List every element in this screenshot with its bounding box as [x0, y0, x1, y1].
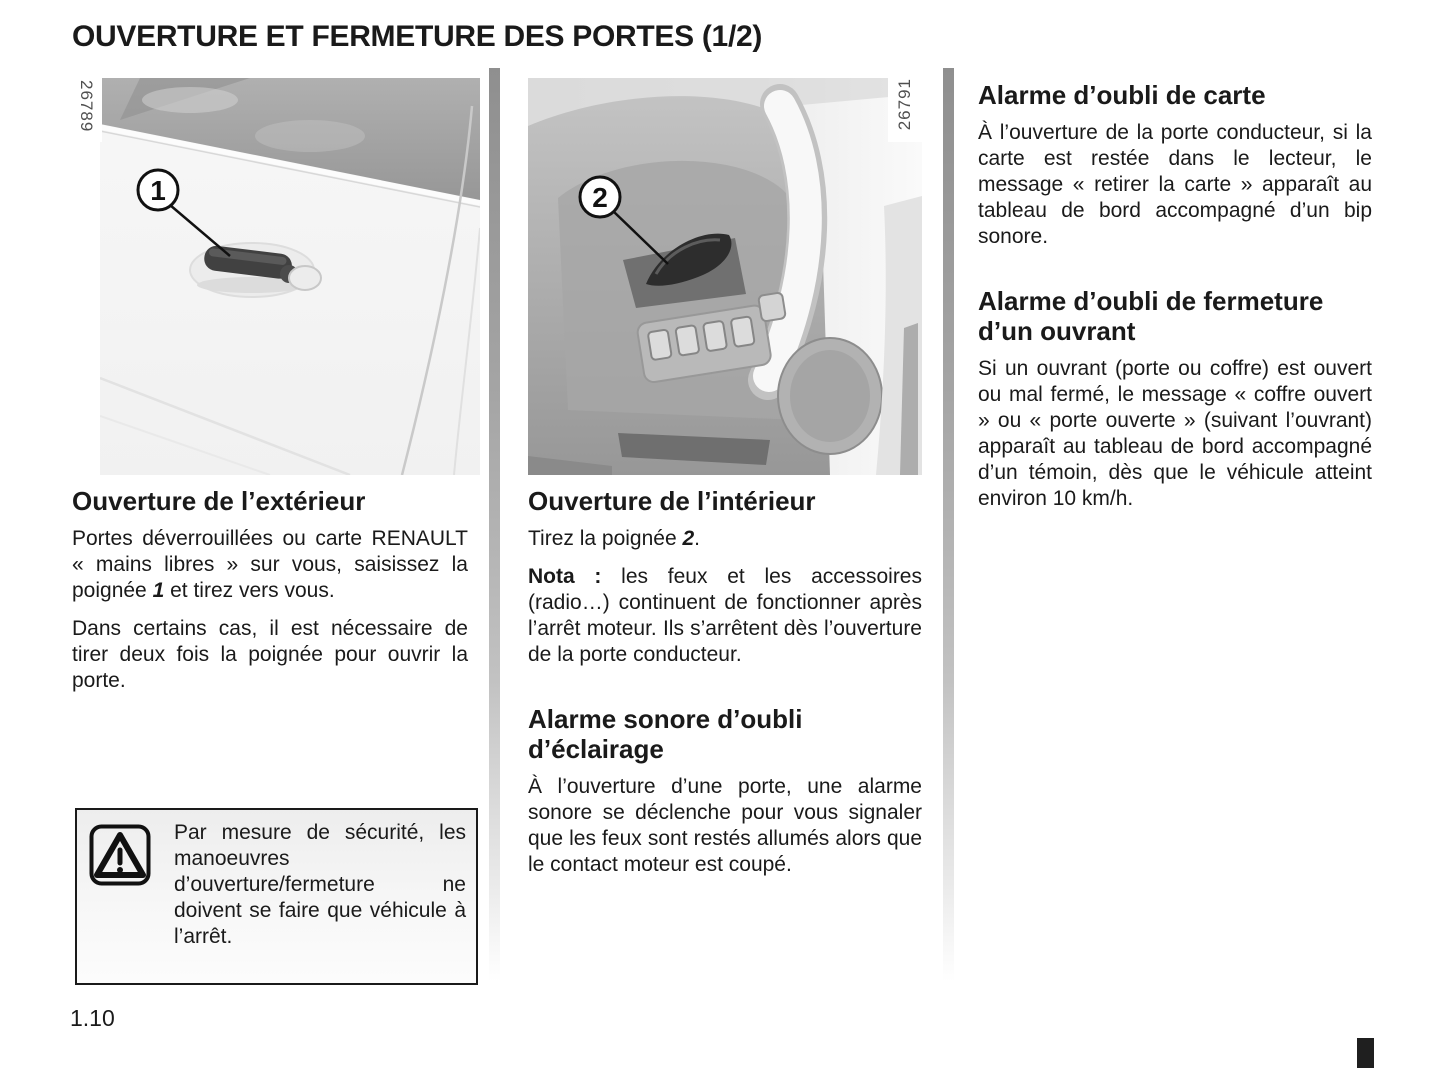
column-left: [72, 486, 468, 694]
text-run: et tirez vers vous.: [164, 579, 335, 602]
callout-ref-1: 1: [152, 579, 165, 602]
paragraph: Si un ouvrant (porte ou coffre) est ouvert ou mal fermé, le message « coffre ouvert » ou « porte ouverte » (suivant l’ouvrant) apparaît au tableau de bord accompagné d’un témoin, dès que le véhicule atteint environ 10 km/h.: [978, 357, 1372, 510]
warning-text: Par mesure de sécurité, les manoeuvres d’ouverture/fermeture ne doivent se faire que véhicule à l’arrêt.: [174, 821, 466, 948]
safety-warning-box: [75, 808, 478, 985]
paragraph: [528, 526, 922, 552]
nota-label: Nota :: [528, 565, 602, 588]
paragraph: [72, 526, 468, 604]
photo-code-box: [888, 78, 922, 142]
handle-cap: [289, 266, 321, 290]
text-run: .: [694, 527, 701, 550]
section-heading-interior: Ouverture de l’intérieur: [528, 486, 816, 516]
section-heading-exterior: Ouverture de l’extérieur: [72, 486, 366, 516]
text-run: Portes déverrouillées ou carte RENAULT « mains libres » sur vous, saisissez la poignée: [72, 527, 468, 602]
paragraph: À l’ouverture de la porte conducteur, si la carte est restée dans le lecteur, le message « retirer la carte » apparaît au tableau de bord accompagné d’un bip sonore.: [978, 121, 1372, 248]
page-number: 1.10: [70, 1005, 115, 1031]
column-divider: [943, 68, 954, 1010]
text-run: Tirez la poignée: [528, 527, 683, 550]
speaker-inner: [790, 350, 870, 442]
page-title: OUVERTURE ET FERMETURE DES PORTES (1/2): [72, 20, 763, 53]
section-heading-alarm-lighting: Alarme sonore d’oubli d’éclairage: [528, 704, 803, 764]
text-run: les feux et les accessoires (radio…) continuent de fonctionner après l’arrêt moteur. Ils s’arrêtent dès l’ouverture de la porte conducteur.: [528, 565, 922, 666]
photo-code: 26791: [895, 78, 914, 131]
column-right: [978, 80, 1372, 512]
photo-code: 26789: [77, 80, 96, 133]
column-middle: [528, 486, 922, 878]
paragraph: À l’ouverture d’une porte, une alarme sonore se déclenche pour vous signaler que les feux sont restés allumés alors que le contact moteur est coupé.: [528, 775, 922, 876]
callout-number-1: 1: [150, 175, 166, 206]
paragraph-nota: [528, 564, 922, 668]
section-heading-card-alarm: Alarme d’oubli de carte: [978, 80, 1266, 110]
callout-ref-2: 2: [682, 527, 695, 550]
interior-door-photo: [528, 78, 922, 475]
warning-triangle-icon: [89, 824, 151, 886]
photo-code-box: [70, 78, 102, 142]
glass-highlight: [255, 120, 365, 152]
callout-number-2: 2: [592, 182, 608, 213]
section-end-mark: [1357, 1038, 1374, 1068]
glass-highlight: [142, 87, 238, 113]
column-divider: [489, 68, 500, 1010]
paragraph: Dans certains cas, il est nécessaire de tirer deux fois la poignée pour ouvrir la porte.: [72, 617, 468, 692]
section-heading-closure-alarm: Alarme d’oubli de fermeture d’un ouvrant: [978, 286, 1324, 346]
exterior-door-photo: [100, 78, 480, 475]
mirror-switch: [758, 292, 786, 321]
